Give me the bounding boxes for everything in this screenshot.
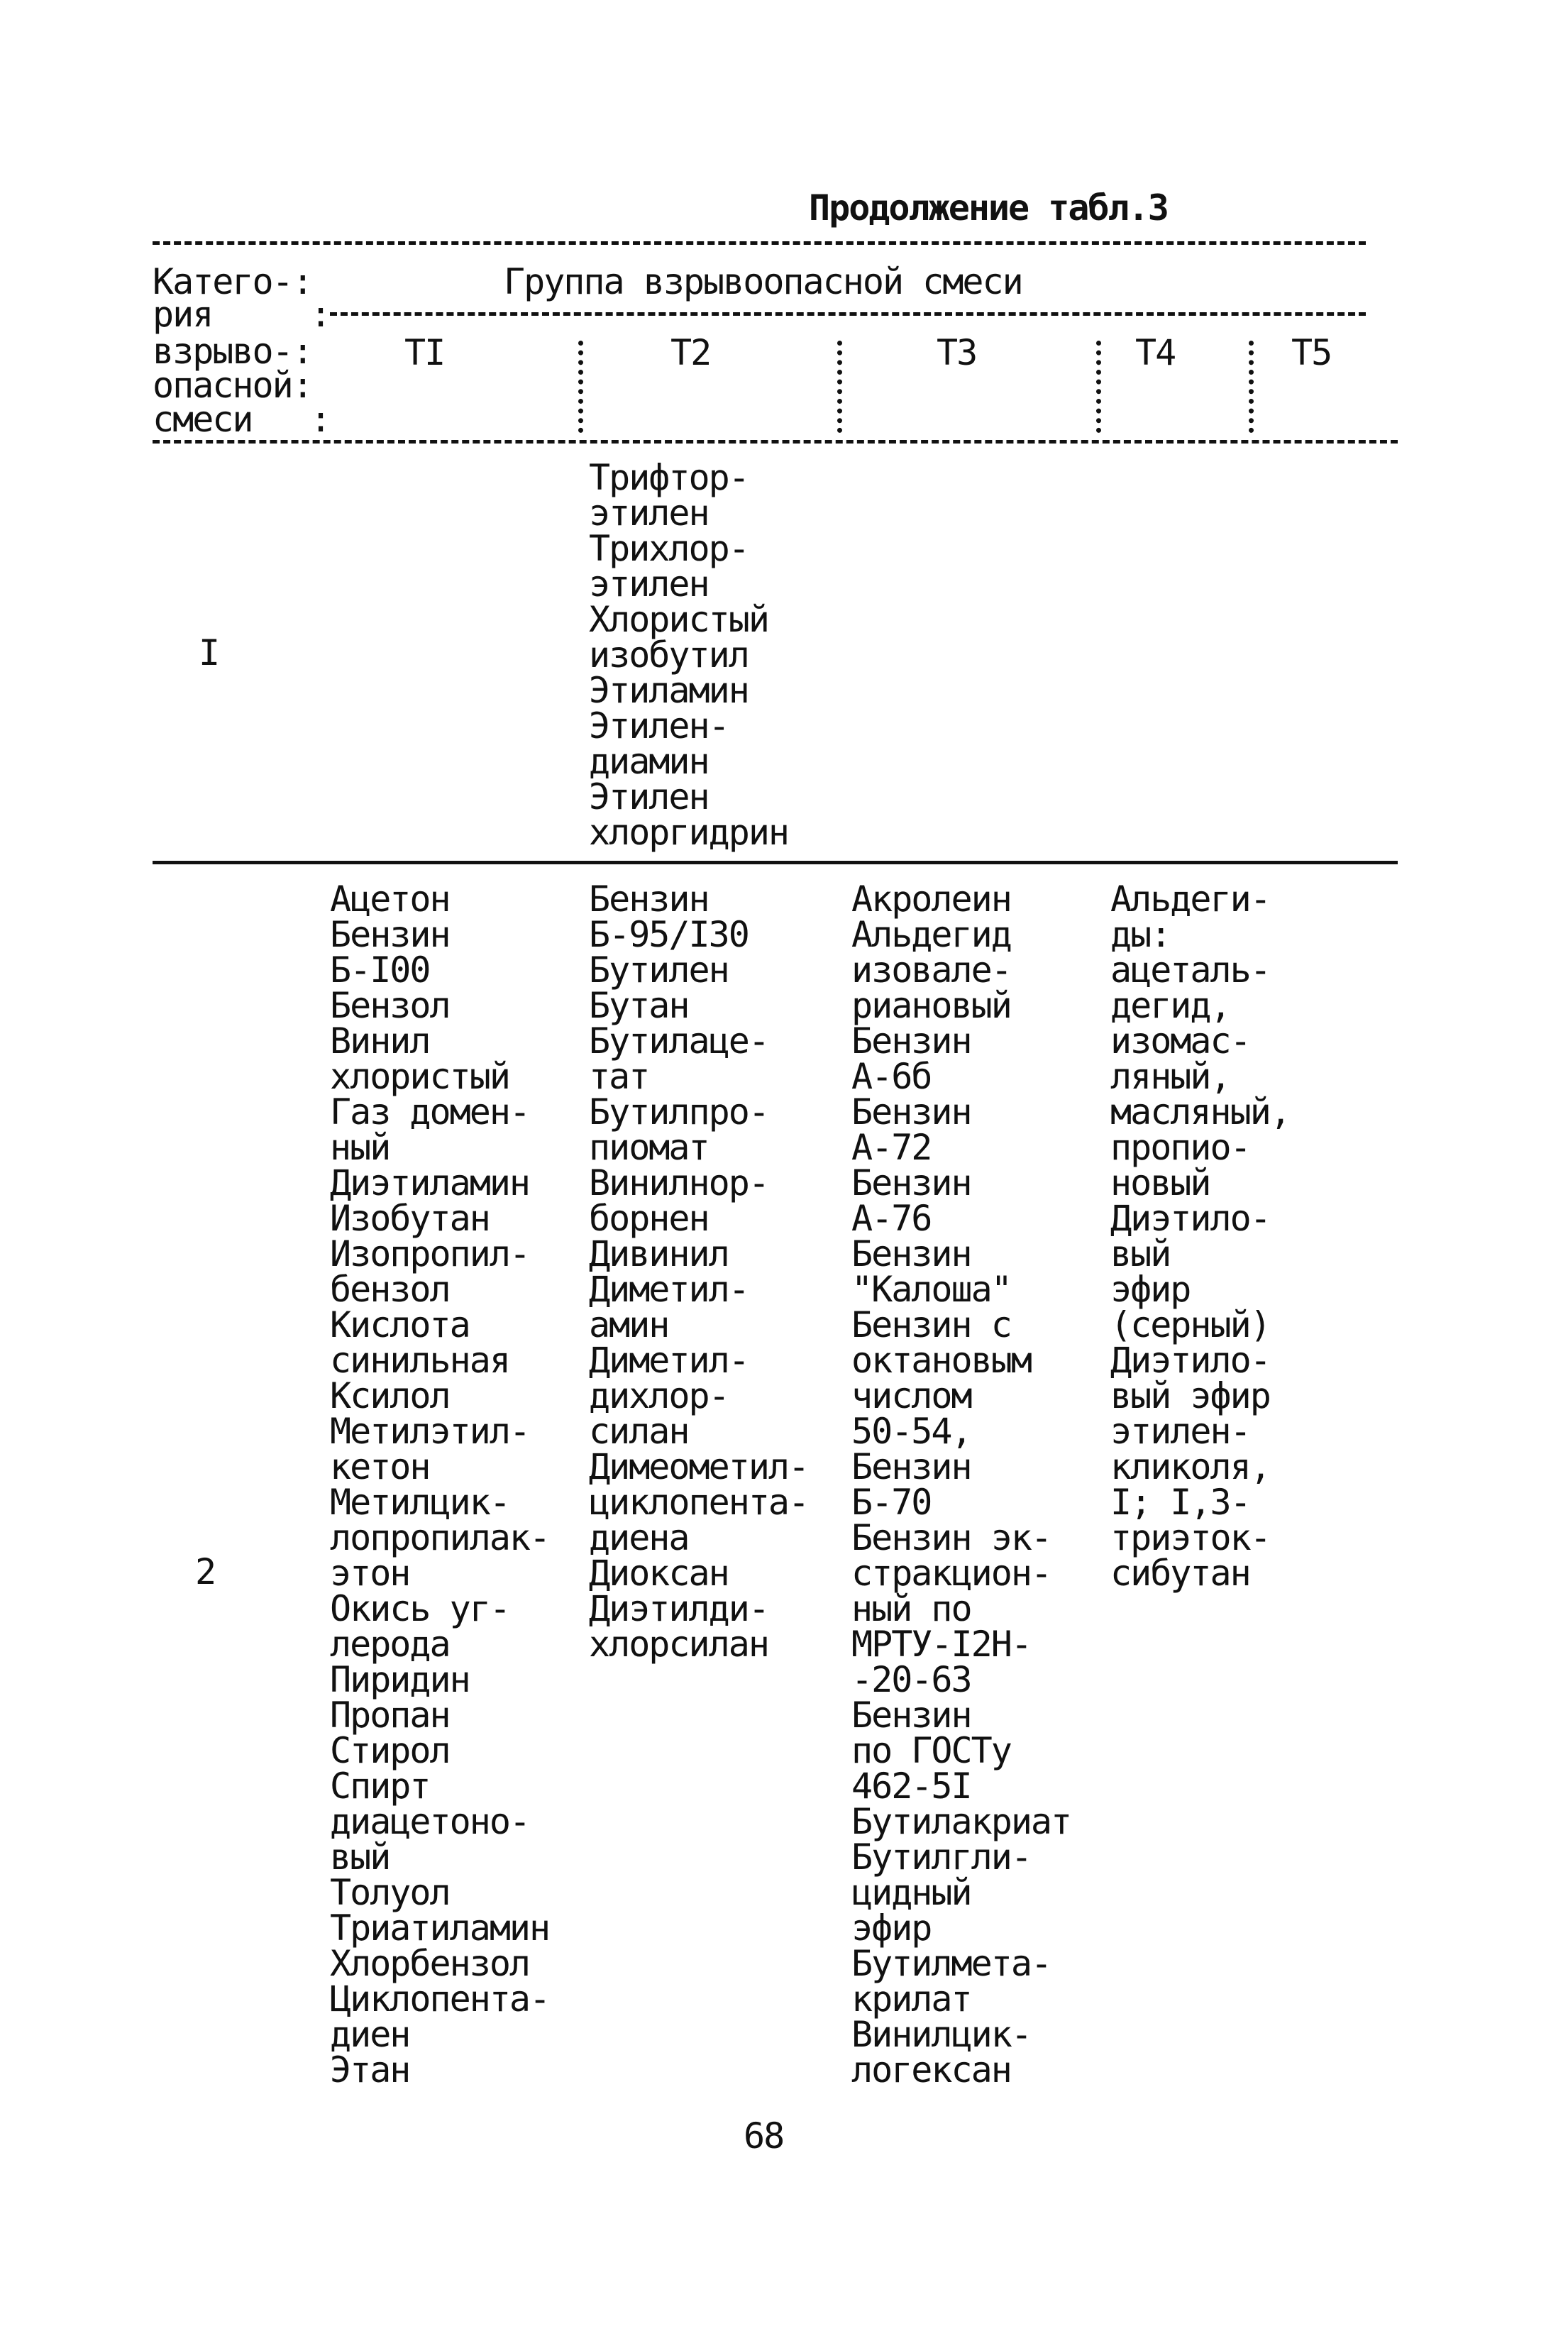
column-header-t2: T2	[670, 332, 711, 373]
header-category-line4: опасной:	[153, 365, 312, 406]
header-category-line5: смеси	[153, 399, 253, 440]
column-header-t1: TI	[404, 332, 445, 373]
column-header-t3: T3	[937, 332, 977, 373]
header-separator-t2-t3	[837, 341, 842, 433]
header-separator-t3-t4	[1096, 341, 1101, 433]
header-top-rule	[153, 241, 1366, 245]
header-separator-t4-t5	[1249, 341, 1254, 433]
row-2-t1-substances: Ацетон Бензин Б-I00 Бензол Винил хлористый Газ домен- ный Диэтиламин Изобутан Изопропил- бензол Кислота синильная Ксилол Метилэтил- кетон Метилцик- лопропилак- этон Окись уг- лерода Пиридин Пропан Стирол Спирт диацетоно- вый Толуол Триатиламин Хлорбензол Циклопента- диен Этан	[330, 879, 550, 2091]
header-category-line1: Катего-:	[153, 261, 312, 302]
row-2-t4-substances: Альдеги- ды: ацеталь- дегид, изомас- ляный, масляный, пропио- новый Диэтило- вый эфир (серный) Диэтило- вый эфир этилен- кликоля, I; I,3- триэток- сибутан	[1110, 879, 1290, 1594]
column-header-t4: T4	[1135, 332, 1176, 373]
header-group-title: Группа взрывоопасной смеси	[504, 261, 1022, 302]
header-category-line3: взрыво-:	[153, 331, 312, 372]
row-2-t2-substances: Бензин Б-95/I30 Бутилен Бутан Бутилаце- тат Бутилпро- пиомат Винилнор- борнен Дивинил Диметил- амин Диметил- дихлор- силан Димеометил- циклопента- диена Диоксан Диэтилди- хлорсилан	[589, 879, 809, 1665]
table-caption: Продолжение табл.3	[809, 187, 1168, 228]
row-1-t2-substances: Трифтор- этилен Трихлор- этилен Хлористый изобутил Этиламин Этилен- диамин Этилен хлоргидрин	[589, 457, 789, 853]
column-header-t5: T5	[1291, 332, 1332, 373]
row-1-category: I	[199, 632, 219, 673]
header-category-line2: рия	[153, 294, 213, 335]
header-separator-t1-t2	[578, 341, 583, 433]
header-category-colon-bottom: :	[310, 399, 332, 440]
row-2-t3-substances: Акролеин Альдегид изовале- риановый Бензин А-6б Бензин А-72 Бензин А-76 Бензин "Калоша" Бензин с октановым числом 50-54, Бензин Б-70 Бензин эк- стракцион- ный по МРТУ-I2Н- -20-63 Бензин по ГОСТу 462-5I Бутилакриат Бутилгли- цидный эфир Бутилмета- крилат Винилцик- логексан	[851, 879, 1071, 2091]
row-separator	[153, 861, 1398, 864]
row-2-category: 2	[195, 1551, 216, 1592]
header-mid-rule	[330, 312, 1366, 316]
page-number: 68	[744, 2115, 784, 2157]
header-bottom-rule	[153, 440, 1398, 444]
header-category-colon: :	[310, 294, 332, 335]
